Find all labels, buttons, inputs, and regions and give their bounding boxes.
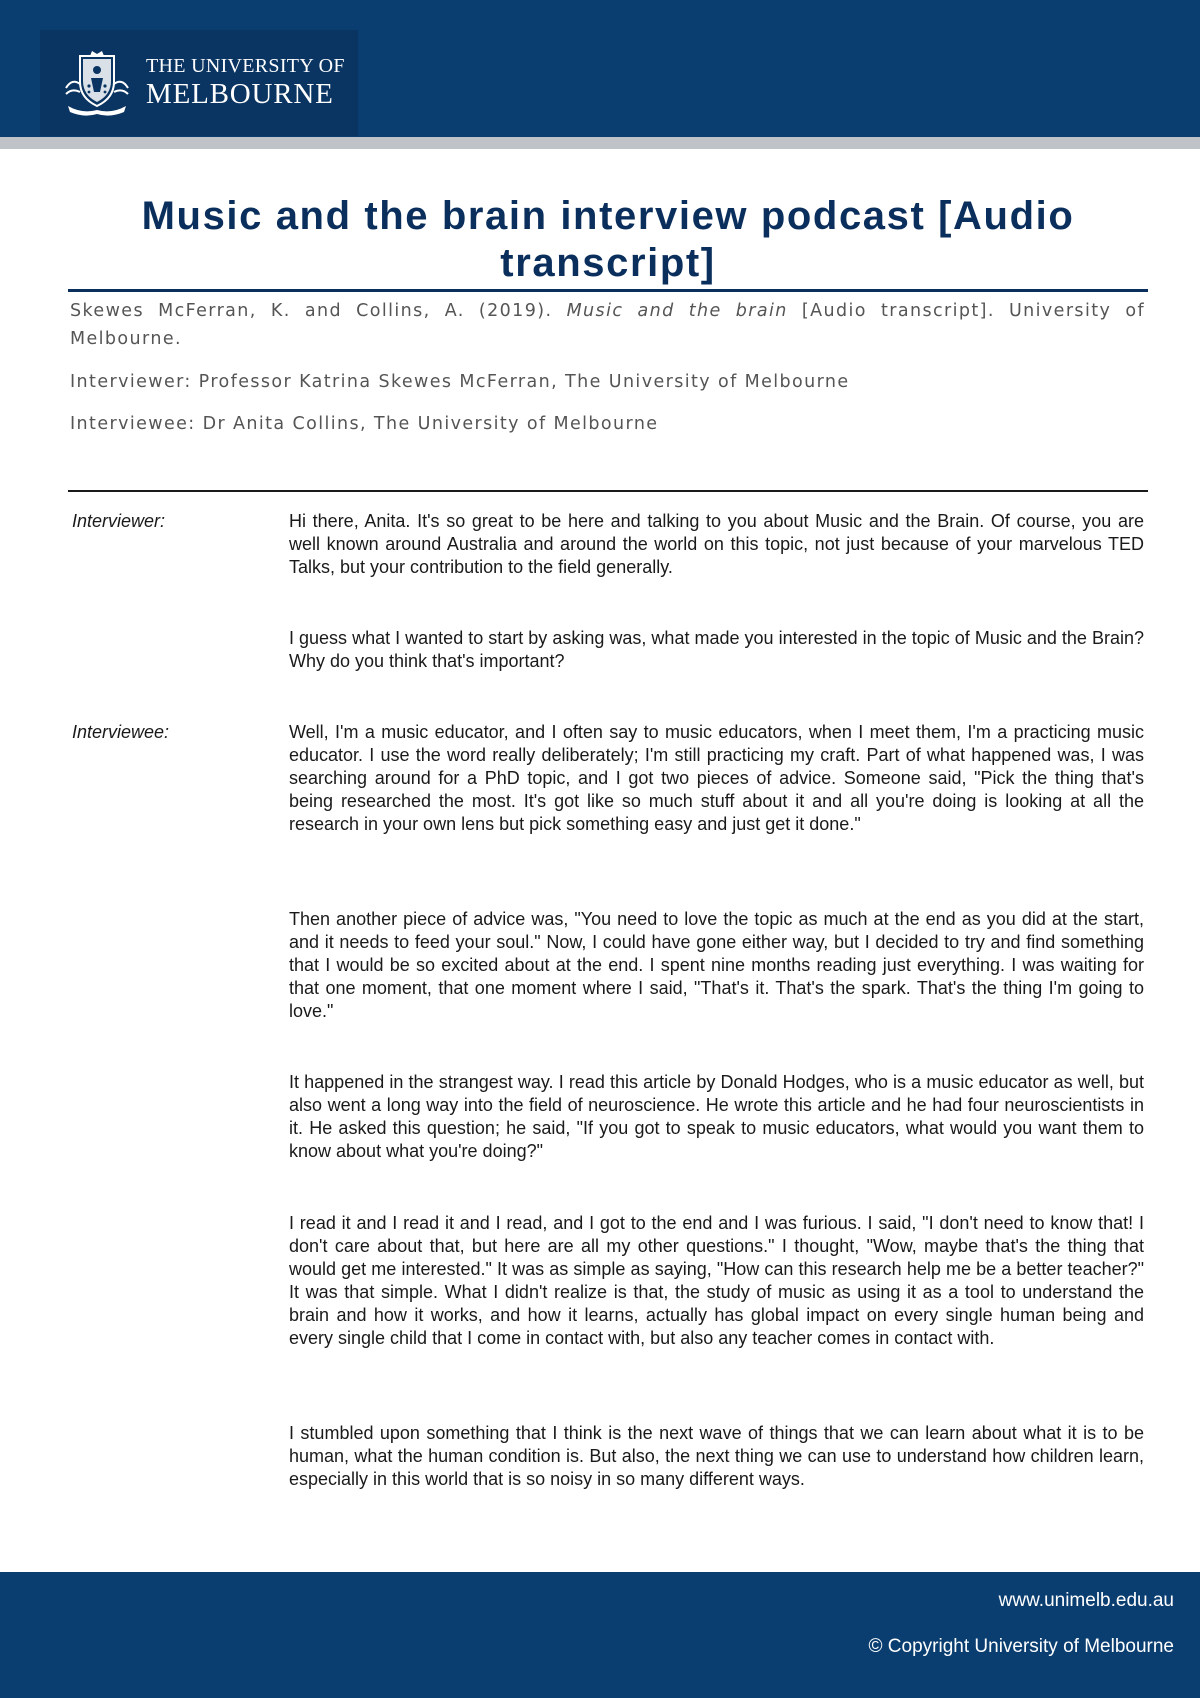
transcript-paragraph: I read it and I read it and I read, and I got to the end and I was furious. I said, "I don't need to know that! I don't care about that, but here are all my other questions." I thought, "Wow, maybe that's the thing that would get me interested." It was as simple as saying, "How can this research help me be a better teacher?" It was that simple. What I didn't realize is that, the study of music as using it as a tool to understand the brain and how it works, and how it learns, actually has global impact on every single human being and every single child that I come in contact with, but also any teacher comes in contact with. xyxy=(289,1213,1144,1348)
page-title: Music and the brain interview podcast [Audio transcript] xyxy=(141,194,1075,285)
transcript-paragraph: I guess what I wanted to start by asking was, what made you interested in the topic of Music and the Brain? Why do you think that's important? xyxy=(289,628,1144,671)
university-crest-icon xyxy=(62,48,132,118)
citation-source: [Audio transcript]. University of Melbourne. xyxy=(70,301,1146,349)
interviewer-line: Interviewer: Professor Katrina Skewes McFerran, The University of Melbourne xyxy=(70,372,850,392)
citation-title: Music and the brain xyxy=(566,301,788,321)
transcript-paragraph: Then another piece of advice was, "You need to love the topic as much at the end as you did at the start, and it needs to feed your soul." Now, I could have gone either way, but I decided to try and find something that I would be so excited about at the end. I spent nine months reading just everything. I was waiting for that one moment, that one moment where I said, "That's it. That's the spark. That's the thing I'm going to love." xyxy=(289,909,1144,1021)
header-stripe xyxy=(0,137,1200,149)
speaker-label-interviewer: Interviewer: xyxy=(72,511,166,531)
logo-line-1: THE UNIVERSITY OF xyxy=(146,55,345,78)
university-logo[interactable] xyxy=(40,30,358,136)
logo-wordmark xyxy=(146,56,345,109)
transcript-paragraph: I stumbled upon something that I think is the next wave of things that we can learn about what it is to be human, what the human condition is. But also, the next thing we can use to understand how children learn, especially in this world that is so noisy in so many different ways. xyxy=(289,1423,1144,1489)
transcript-divider xyxy=(68,490,1148,492)
transcript-paragraph: It happened in the strangest way. I read this article by Donald Hodges, who is a music educator as well, but also went a long way into the field of neuroscience. He wrote this article and he had four neuroscientists in it. He asked this question; he said, "If you got to speak to music educators, what would you want them to know about what you're doing?" xyxy=(289,1072,1144,1161)
transcript-paragraph: Well, I'm a music educator, and I often say to music educators, when I meet them, I'm a practicing music educator. I use the word really deliberately; I'm still practicing my craft. Part of what happened was, I was searching around for a PhD topic, and I got two pieces of advice. Someone said, "Pick the thing that's being researched the most. It's got like so much stuff about it and all you're doing is looking at all the research in your own lens but pick something easy and just get it done." xyxy=(289,722,1144,834)
footer-copyright: © Copyright University of Melbourne xyxy=(868,1636,1174,1657)
interviewee-line: Interviewee: Dr Anita Collins, The University of Melbourne xyxy=(70,414,659,434)
footer-website-link[interactable]: www.unimelb.edu.au xyxy=(998,1590,1174,1611)
transcript-paragraph: Hi there, Anita. It's so great to be here and talking to you about Music and the Brain. Of course, you are well known around Australia and around the world on this topic, not just because of your marvelous TED Talks, but your contribution to the field generally. xyxy=(289,511,1144,577)
citation xyxy=(70,297,1145,353)
speaker-label-interviewee: Interviewee: xyxy=(72,722,170,742)
citation-authors: Skewes McFerran, K. and Collins, A. (2019). xyxy=(70,301,567,321)
logo-line-2: MELBOURNE xyxy=(146,78,334,111)
title-divider xyxy=(68,289,1148,292)
